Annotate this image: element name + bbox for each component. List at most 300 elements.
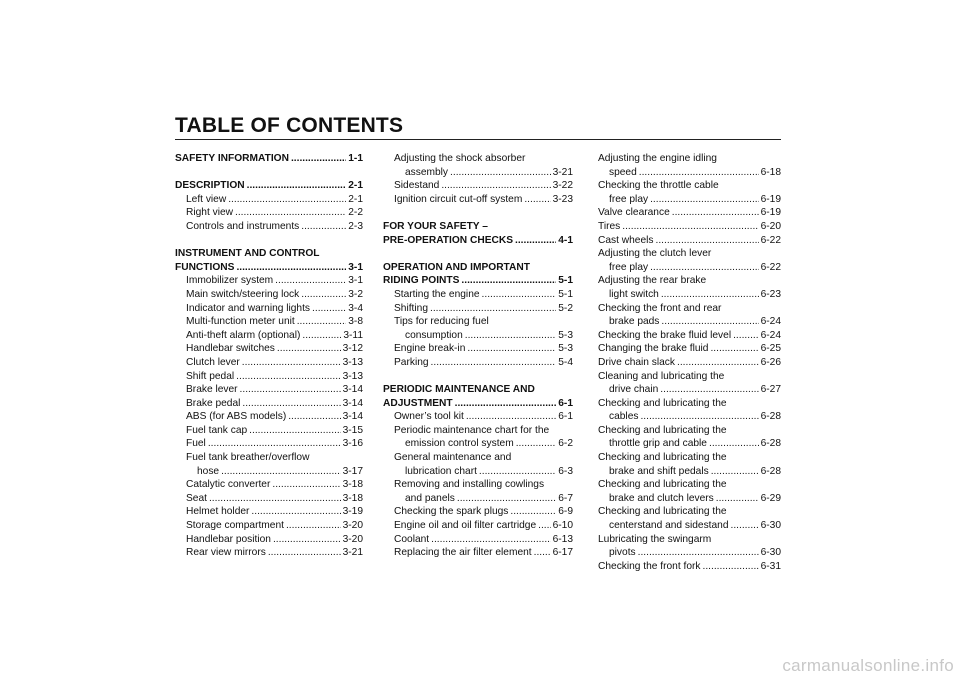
toc-entry	[598, 179, 781, 193]
toc-section-entry[interactable]	[175, 179, 363, 193]
toc-section-entry	[383, 383, 573, 397]
toc-entry	[383, 478, 573, 492]
toc-section-entry	[383, 220, 573, 234]
toc-page-number: 6-28	[760, 411, 781, 423]
toc-entry-label: free play	[609, 193, 649, 205]
toc-page-number: 3-2	[348, 288, 363, 300]
toc-page-number: 6-27	[760, 384, 781, 396]
toc-entry[interactable]	[383, 166, 573, 180]
toc-entry[interactable]	[383, 288, 573, 302]
toc-entry[interactable]	[383, 179, 573, 193]
toc-page-number: 3-14	[342, 397, 363, 409]
toc-page-number: 4-1	[558, 234, 573, 246]
toc-entry-label: Parking	[394, 356, 429, 368]
toc-entry[interactable]	[598, 519, 781, 533]
toc-page-number: 5-1	[558, 275, 573, 287]
toc-entry	[383, 424, 573, 438]
toc-page-number: 3-18	[342, 479, 363, 491]
toc-entry-label: DESCRIPTION	[175, 180, 245, 192]
toc-entry-label: Adjusting the engine idling	[598, 153, 717, 164]
toc-page-number: 6-2	[558, 438, 573, 450]
toc-entry-label: brake pads	[609, 316, 660, 328]
toc-page-number: 6-1	[558, 397, 573, 409]
toc-section-entry	[175, 247, 363, 261]
dot-leader	[538, 519, 550, 533]
dot-leader	[457, 492, 556, 506]
toc-entry[interactable]	[175, 410, 363, 424]
toc-page-number: 6-28	[760, 438, 781, 450]
dot-leader	[710, 342, 758, 356]
toc-entry-label: throttle grip and cable	[609, 438, 707, 450]
toc-page-number: 6-28	[760, 465, 781, 477]
toc-page-number: 3-20	[342, 533, 363, 545]
dot-leader	[288, 410, 340, 424]
dot-leader	[534, 546, 551, 560]
toc-entry[interactable]	[598, 261, 781, 275]
toc-page-number: 6-31	[760, 560, 781, 572]
dot-leader	[661, 315, 758, 329]
toc-entry-label: Checking and lubricating the	[598, 397, 727, 409]
toc-entry[interactable]	[383, 329, 573, 343]
toc-entry-label: Catalytic converter	[186, 479, 271, 491]
dot-leader	[450, 166, 551, 180]
toc-entry-label: Shifting	[394, 302, 428, 314]
dot-leader	[209, 492, 341, 506]
dot-leader	[297, 315, 347, 329]
toc-page-number: 6-17	[552, 547, 573, 559]
toc-entry[interactable]	[598, 220, 781, 234]
toc-entry-label: Fuel	[186, 438, 206, 450]
dot-leader	[709, 437, 759, 451]
toc-entry[interactable]	[175, 302, 363, 316]
dot-leader	[242, 356, 341, 370]
toc-entry[interactable]	[175, 437, 363, 451]
toc-entry-label: Main switch/steering lock	[186, 288, 300, 300]
dot-leader	[431, 356, 557, 370]
toc-section-entry[interactable]	[175, 152, 363, 166]
toc-entry-label: Shift pedal	[186, 370, 235, 382]
toc-entry-label: Fuel tank breather/overflow	[186, 452, 310, 464]
toc-entry[interactable]	[175, 193, 363, 207]
dot-leader	[277, 342, 341, 356]
toc-entry-label: SAFETY INFORMATION	[175, 153, 289, 164]
toc-page-number: 3-14	[342, 411, 363, 423]
toc-entry[interactable]	[175, 519, 363, 533]
toc-entry-label: Fuel tank cap	[186, 424, 248, 436]
dot-leader	[291, 152, 346, 166]
toc-entry	[598, 247, 781, 261]
toc-page-number: 2-1	[348, 193, 363, 205]
watermark-text: carmanualsonline.info	[782, 656, 954, 675]
toc-page-number: 3-14	[342, 384, 363, 396]
toc-entry	[598, 274, 781, 288]
toc-entry[interactable]	[383, 437, 573, 451]
toc-entry[interactable]	[383, 302, 573, 316]
toc-entry[interactable]	[175, 288, 363, 302]
toc-entry[interactable]	[598, 546, 781, 560]
toc-page-number: 3-1	[348, 275, 363, 287]
toc-entry[interactable]	[383, 533, 573, 547]
toc-entry-label: Cast wheels	[598, 234, 654, 246]
toc-entry[interactable]	[383, 356, 573, 370]
dot-leader	[228, 193, 346, 207]
toc-entry	[175, 451, 363, 465]
toc-entry-label: Clutch lever	[186, 356, 240, 368]
toc-entry[interactable]	[598, 437, 781, 451]
dot-leader	[221, 465, 341, 479]
dot-leader	[312, 302, 346, 316]
toc-entry-label: assembly	[405, 166, 449, 178]
toc-entry-label: Indicator and warning lights	[186, 302, 311, 314]
toc-entry[interactable]	[175, 342, 363, 356]
toc-entry-label: Anti-theft alarm (optional)	[186, 329, 301, 341]
toc-entry-label: Storage compartment	[186, 520, 284, 532]
dot-leader	[638, 546, 759, 560]
toc-page-number: 5-1	[558, 288, 573, 300]
toc-entry[interactable]	[598, 492, 781, 506]
dot-leader	[236, 370, 340, 384]
toc-entry[interactable]	[175, 465, 363, 479]
dot-leader	[455, 397, 557, 411]
toc-entry-label: Adjusting the clutch lever	[598, 248, 712, 260]
toc-entry	[383, 451, 573, 465]
toc-entry-label: Checking the front and rear	[598, 302, 722, 314]
dot-leader	[716, 492, 759, 506]
toc-entry-label: Checking the front fork	[598, 560, 701, 572]
dot-leader	[249, 424, 340, 438]
toc-column-2	[383, 152, 573, 560]
toc-entry[interactable]	[598, 193, 781, 207]
toc-entry-label: Removing and installing cowlings	[394, 479, 545, 491]
toc-entry[interactable]	[383, 546, 573, 560]
dot-leader	[441, 179, 550, 193]
toc-entry-label: ADJUSTMENT	[383, 397, 453, 409]
toc-entry[interactable]	[598, 315, 781, 329]
toc-page-number: 2-2	[348, 207, 363, 219]
toc-entry-label: Checking and lubricating the	[598, 452, 727, 464]
dot-leader	[235, 206, 346, 220]
toc-page-number: 3-13	[342, 356, 363, 368]
toc-column-3	[598, 152, 781, 573]
toc-entry-label: pivots	[609, 547, 636, 559]
section-gap	[383, 206, 573, 220]
toc-entry-label: Rear view mirrors	[186, 547, 266, 559]
toc-entry[interactable]	[383, 492, 573, 506]
toc-entry[interactable]	[383, 505, 573, 519]
section-gap	[383, 370, 573, 384]
toc-entry-label: Checking and lubricating the	[598, 479, 727, 491]
toc-page-number: 3-15	[342, 424, 363, 436]
toc-entry[interactable]	[175, 274, 363, 288]
dot-leader	[275, 274, 346, 288]
toc-entry-label: PRE-OPERATION CHECKS	[383, 234, 513, 246]
toc-entry-label: Brake pedal	[186, 397, 241, 409]
toc-entry-label: Engine oil and oil filter cartridge	[394, 520, 537, 532]
dot-leader	[268, 546, 341, 560]
toc-entry-label: hose	[197, 465, 220, 477]
toc-entry-label: Owner’s tool kit	[394, 411, 464, 423]
toc-entry[interactable]	[598, 206, 781, 220]
toc-entry[interactable]	[175, 397, 363, 411]
toc-page-number: 5-3	[558, 329, 573, 341]
dot-leader	[650, 193, 759, 207]
toc-entry[interactable]	[383, 519, 573, 533]
dot-leader	[510, 505, 556, 519]
toc-entry[interactable]	[598, 342, 781, 356]
toc-entry-label: Adjusting the shock absorber	[394, 153, 526, 164]
dot-leader	[301, 288, 346, 302]
toc-entry[interactable]	[175, 505, 363, 519]
toc-entry-label: INSTRUMENT AND CONTROL	[175, 248, 320, 260]
toc-section-entry[interactable]	[383, 234, 573, 248]
toc-page-number: 6-30	[760, 520, 781, 532]
toc-page-number: 6-24	[760, 329, 781, 341]
dot-leader	[302, 329, 341, 343]
toc-entry-label: Right view	[186, 207, 233, 219]
toc-page-number: 3-22	[552, 180, 573, 192]
dot-leader	[466, 410, 556, 424]
toc-entry[interactable]	[175, 383, 363, 397]
toc-page-number: 6-30	[760, 547, 781, 559]
toc-page-number: 6-19	[760, 193, 781, 205]
toc-page-number: 3-8	[348, 316, 363, 328]
dot-leader	[656, 234, 759, 248]
dot-leader	[208, 437, 341, 451]
dot-leader	[482, 288, 557, 302]
dot-leader	[430, 302, 556, 316]
toc-page-number: 3-18	[342, 492, 363, 504]
toc-entry-label: Checking and lubricating the	[598, 424, 727, 436]
toc-entry-label: OPERATION AND IMPORTANT	[383, 261, 530, 273]
toc-entry[interactable]	[175, 533, 363, 547]
toc-page-number: 6-24	[760, 316, 781, 328]
toc-entry-label: Replacing the air filter element	[394, 547, 532, 559]
toc-entry-label: Left view	[186, 193, 227, 205]
toc-entry[interactable]	[383, 410, 573, 424]
toc-page-number: 5-3	[558, 343, 573, 355]
dot-leader	[465, 329, 557, 343]
toc-entry-label: Sidestand	[394, 180, 440, 192]
toc-page-number: 3-21	[552, 166, 573, 178]
toc-entry-label: ABS (for ABS models)	[186, 411, 287, 423]
section-gap	[175, 166, 363, 180]
toc-entry[interactable]	[175, 206, 363, 220]
toc-entry[interactable]	[175, 329, 363, 343]
toc-entry[interactable]	[598, 410, 781, 424]
dot-leader	[661, 288, 759, 302]
toc-entry-label: Changing the brake fluid	[598, 343, 709, 355]
toc-page-number: 3-20	[342, 520, 363, 532]
dot-leader	[731, 519, 759, 533]
toc-entry-label: light switch	[609, 288, 659, 300]
toc-page-number: 6-20	[760, 220, 781, 232]
toc-entry[interactable]	[598, 560, 781, 574]
dot-leader	[733, 329, 759, 343]
toc-entry-label: RIDING POINTS	[383, 275, 460, 287]
toc-entry	[598, 478, 781, 492]
toc-entry[interactable]	[383, 465, 573, 479]
toc-entry-label: Ignition circuit cut-off system	[394, 193, 523, 205]
toc-page-number: 6-23	[760, 288, 781, 300]
toc-page-number: 3-12	[342, 343, 363, 355]
toc-entry-label: Periodic maintenance chart for the	[394, 424, 550, 436]
toc-entry-label: Valve clearance	[598, 207, 670, 219]
toc-entry	[598, 370, 781, 384]
dot-leader	[242, 397, 340, 411]
toc-entry-label: free play	[609, 261, 649, 273]
toc-entry[interactable]	[383, 193, 573, 207]
toc-page-number: 6-18	[760, 166, 781, 178]
toc-entry	[598, 505, 781, 519]
toc-entry-label: Controls and instruments	[186, 220, 300, 232]
toc-entry-label: lubrication chart	[405, 465, 477, 477]
dot-leader	[272, 478, 340, 492]
toc-entry[interactable]	[175, 546, 363, 560]
toc-section-entry[interactable]	[383, 274, 573, 288]
toc-page-number: 3-21	[342, 547, 363, 559]
dot-leader	[467, 342, 556, 356]
section-gap	[175, 234, 363, 248]
toc-page-number: 6-9	[558, 506, 573, 518]
toc-entry[interactable]	[598, 166, 781, 180]
toc-page-number: 3-16	[342, 438, 363, 450]
toc-page-number: 6-26	[760, 356, 781, 368]
dot-leader	[677, 356, 759, 370]
toc-entry-label: Multi-function meter unit	[186, 316, 295, 328]
toc-entry-label: FUNCTIONS	[175, 261, 235, 273]
toc-page-number: 2-3	[348, 220, 363, 232]
toc-page-number: 5-4	[558, 356, 573, 368]
toc-entry	[383, 152, 573, 166]
toc-entry	[598, 152, 781, 166]
dot-leader	[711, 465, 759, 479]
toc-entry[interactable]	[175, 356, 363, 370]
dot-leader	[301, 220, 346, 234]
toc-page-number: 3-1	[348, 261, 363, 273]
dot-leader	[639, 166, 759, 180]
toc-entry[interactable]	[598, 234, 781, 248]
toc-page-number: 6-3	[558, 465, 573, 477]
toc-section-entry[interactable]	[175, 261, 363, 275]
toc-entry[interactable]	[175, 370, 363, 384]
toc-entry[interactable]	[598, 356, 781, 370]
toc-entry-label: Helmet holder	[186, 506, 250, 518]
dot-leader	[622, 220, 758, 234]
toc-entry[interactable]	[383, 342, 573, 356]
toc-entry[interactable]	[598, 288, 781, 302]
toc-entry-label: Starting the engine	[394, 288, 480, 300]
dot-leader	[431, 533, 550, 547]
toc-entry-label: Seat	[186, 492, 207, 504]
toc-entry-label: centerstand and sidestand	[609, 520, 729, 532]
toc-page-number: 6-13	[552, 533, 573, 545]
toc-entry-label: Immobilizer system	[186, 275, 274, 287]
toc-page-number: 3-19	[342, 506, 363, 518]
toc-entry[interactable]	[175, 492, 363, 506]
toc-entry-label: Handlebar position	[186, 533, 271, 545]
toc-entry[interactable]	[598, 383, 781, 397]
toc-entry-label: Drive chain slack	[598, 356, 675, 368]
toc-entry[interactable]	[175, 315, 363, 329]
toc-entry	[383, 315, 573, 329]
toc-entry-label: emission control system	[405, 438, 514, 450]
dot-leader	[524, 193, 550, 207]
toc-entry	[598, 397, 781, 411]
dot-leader	[479, 465, 556, 479]
toc-page-number: 5-2	[558, 302, 573, 314]
toc-entry-label: PERIODIC MAINTENANCE AND	[383, 384, 535, 396]
toc-entry[interactable]	[598, 465, 781, 479]
dot-leader	[240, 383, 341, 397]
toc-entry	[598, 533, 781, 547]
dot-leader	[247, 179, 347, 193]
toc-page-number: 3-4	[348, 302, 363, 314]
toc-page-number: 6-19	[760, 207, 781, 219]
toc-entry-label: speed	[609, 166, 637, 178]
toc-page-number: 3-17	[342, 465, 363, 477]
dot-leader	[461, 274, 556, 288]
toc-entry-label: Engine break-in	[394, 343, 466, 355]
toc-entry-label: Checking the throttle cable	[598, 180, 719, 192]
page-title: TABLE OF CONTENTS	[175, 114, 404, 137]
dot-leader	[273, 533, 341, 547]
toc-entry-label: and panels	[405, 492, 455, 504]
title-rule	[175, 139, 781, 140]
toc-entry-label: consumption	[405, 329, 463, 341]
toc-page-number: 1-1	[348, 153, 363, 164]
dot-leader	[640, 410, 758, 424]
toc-entry-label: cables	[609, 411, 639, 423]
toc-entry-label: General maintenance and	[394, 452, 512, 464]
toc-entry	[598, 302, 781, 316]
dot-leader	[650, 261, 759, 275]
toc-entry-label: Lubricating the swingarm	[598, 533, 712, 545]
toc-page-number: 6-10	[552, 520, 573, 532]
toc-page-number: 6-1	[558, 411, 573, 423]
toc-entry-label: Handlebar switches	[186, 343, 275, 355]
dot-leader	[703, 560, 759, 574]
toc-entry-label: Coolant	[394, 533, 430, 545]
toc-entry[interactable]	[175, 424, 363, 438]
toc-page-number: 6-29	[760, 492, 781, 504]
toc-entry-label: Checking and lubricating the	[598, 506, 727, 518]
dot-leader	[251, 505, 340, 519]
toc-page-number: 6-22	[760, 261, 781, 273]
toc-entry-label: drive chain	[609, 384, 659, 396]
toc-entry[interactable]	[175, 478, 363, 492]
toc-page-number: 3-11	[343, 329, 363, 341]
toc-entry[interactable]	[598, 329, 781, 343]
toc-entry-label: Cleaning and lubricating the	[598, 370, 725, 382]
toc-entry[interactable]	[175, 220, 363, 234]
toc-entry	[598, 451, 781, 465]
toc-page-number: 3-23	[552, 193, 573, 205]
dot-leader	[672, 206, 759, 220]
toc-entry-label: brake and clutch levers	[609, 492, 714, 504]
dot-leader	[286, 519, 341, 533]
dot-leader	[660, 383, 758, 397]
section-gap	[383, 247, 573, 261]
toc-section-entry[interactable]	[383, 397, 573, 411]
dot-leader	[515, 234, 556, 248]
toc-page-number: 6-22	[760, 234, 781, 246]
toc-column-1	[175, 152, 363, 560]
toc-entry-label: Checking the brake fluid level	[598, 329, 732, 341]
toc-section-entry	[383, 261, 573, 275]
toc-page-number: 3-13	[342, 370, 363, 382]
toc-page-number: 2-1	[348, 180, 363, 192]
toc-entry-label: Adjusting the rear brake	[598, 275, 707, 287]
